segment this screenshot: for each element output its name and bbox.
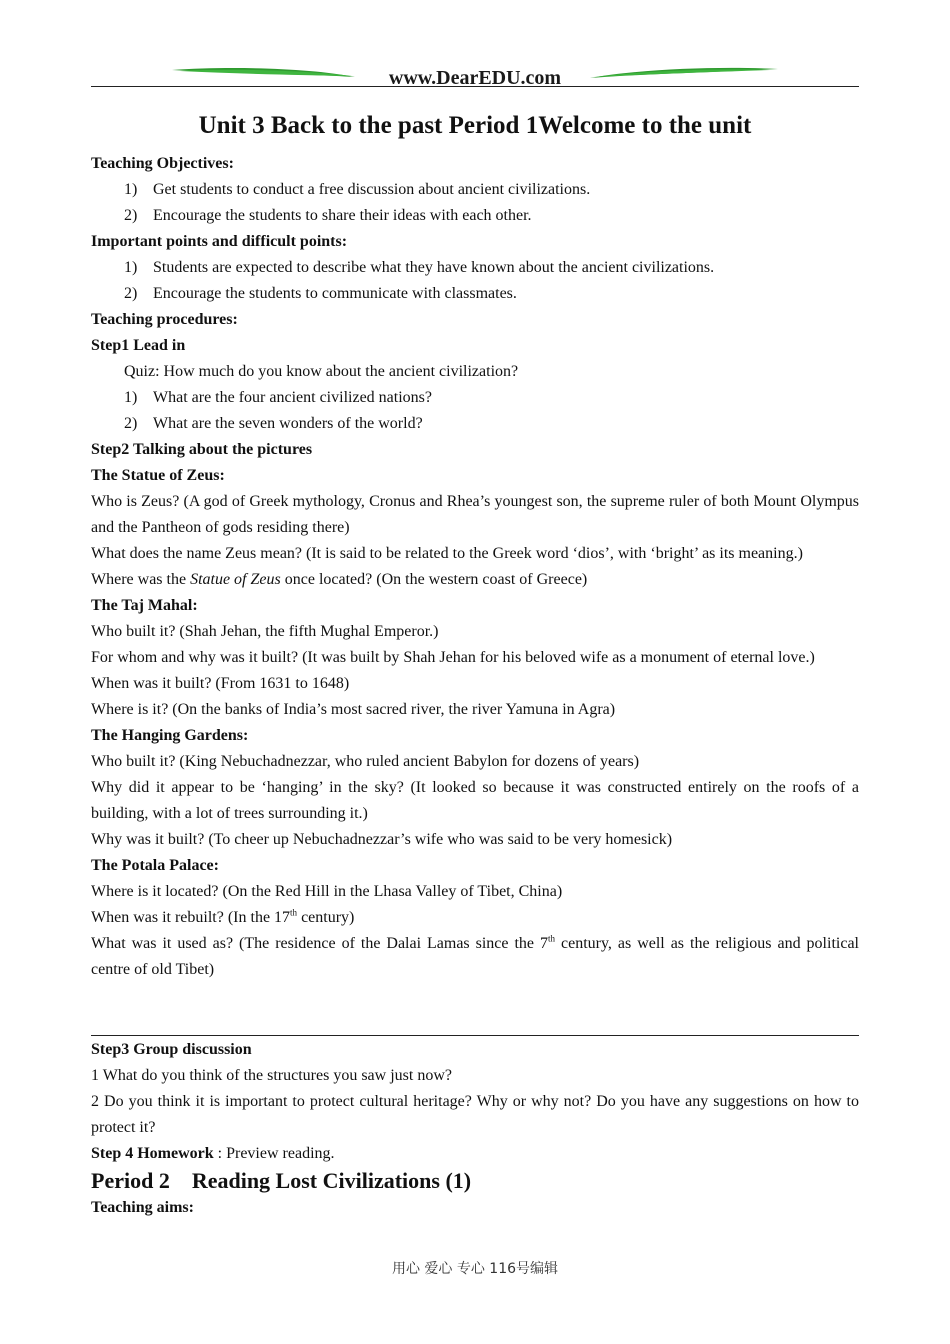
step3-heading: Step3 Group discussion <box>91 1041 252 1058</box>
gardens-q3: Why was it built? (To cheer up Nebuchadnezzar’s wife who was said to be very homesick) <box>91 831 673 848</box>
list-item <box>91 255 859 281</box>
list-number: 1) <box>124 259 138 276</box>
potala-q2-sup: th <box>290 907 298 918</box>
procedures-heading: Teaching procedures: <box>91 311 238 328</box>
quiz-line: Quiz: How much do you know about the ancient civilization? <box>124 363 519 380</box>
objectives-heading: Teaching Objectives: <box>91 155 234 172</box>
step3-q1: 1 What do you think of the structures you saw just now? <box>91 1067 452 1084</box>
teaching-aims-heading: Teaching aims: <box>91 1199 194 1216</box>
taj-q3: When was it built? (From 1631 to 1648) <box>91 675 350 692</box>
document-body <box>91 151 859 983</box>
zeus-q2: What does the name Zeus mean? (It is said to be related to the Greek word ‘dios’, with ‘bright’ as its meaning.) <box>91 545 803 562</box>
gardens-heading: The Hanging Gardens: <box>91 727 249 744</box>
step2-heading: Step2 Talking about the pictures <box>91 441 313 458</box>
list-item <box>91 177 859 203</box>
potala-q3 <box>91 931 859 983</box>
period2-heading: Period 2 Reading Lost Civilizations (1) <box>91 1168 472 1193</box>
list-number: 2) <box>124 207 138 224</box>
list-item <box>91 203 859 229</box>
zeus-q3-post: once located? (On the western coast of Greece) <box>280 571 588 588</box>
taj-q4: Where is it? (On the banks of India’s most sacred river, the river Yamuna in Agra) <box>91 701 616 718</box>
list-text: Get students to conduct a free discussion about ancient civilizations. <box>153 181 591 198</box>
step4-line <box>91 1141 859 1167</box>
potala-q3-sup: th <box>548 933 556 944</box>
points-heading: Important points and difficult points: <box>91 233 348 250</box>
taj-heading: The Taj Mahal: <box>91 597 198 614</box>
gardens-q1: Who built it? (King Nebuchadnezzar, who ruled ancient Babylon for dozens of years) <box>91 753 640 770</box>
potala-q2 <box>91 905 859 931</box>
potala-q3-post: century, as well as the religious and political centre of old Tibet) <box>91 935 859 978</box>
zeus-q1: Who is Zeus? (A god of Greek mythology, Cronus and Rhea’s youngest son, the supreme ruler of both Mount Olympus and the Pantheon of gods residing there) <box>91 493 859 536</box>
step4-label: Step 4 Homework <box>91 1145 214 1162</box>
taj-q2: For whom and why was it built? (It was built by Shah Jehan for his beloved wife as a monument of eternal love.) <box>91 649 815 666</box>
list-number: 2) <box>124 415 138 432</box>
list-text: Students are expected to describe what they have known about the ancient civilizations. <box>153 259 715 276</box>
zeus-q3-emphasis: Statue of Zeus <box>190 571 281 588</box>
list-number: 2) <box>124 285 138 302</box>
zeus-heading: The Statue of Zeus: <box>91 467 225 484</box>
list-item <box>91 281 859 307</box>
potala-q2-pre: When was it rebuilt? (In the 17 <box>91 909 291 926</box>
logo-text: www.DearEDU.com <box>388 67 562 89</box>
page-title: Unit 3 Back to the past Period 1Welcome to the unit <box>198 112 752 139</box>
list-number: 1) <box>124 181 138 198</box>
section-divider <box>91 1035 859 1036</box>
list-text: Encourage the students to share their ideas with each other. <box>153 207 532 224</box>
step3-q2: 2 Do you think it is important to protect cultural heritage? Why or why not? Do you have any suggestions on how to protect it? <box>91 1093 859 1136</box>
dearedu-logo <box>170 62 780 92</box>
document-body-continued <box>91 1037 859 1221</box>
list-item <box>91 411 859 437</box>
gardens-q2: Why did it appear to be ‘hanging’ in the sky? (It looked so because it was constructed entirely on the roofs of a building, with a lot of trees surrounding it.) <box>91 779 859 822</box>
list-number: 1) <box>124 389 138 406</box>
potala-q3-pre: What was it used as? (The residence of the Dalai Lamas since the 7 <box>91 935 548 952</box>
potala-q2-post: century) <box>297 909 355 926</box>
step1-heading: Step1 Lead in <box>91 337 186 354</box>
list-text: What are the seven wonders of the world? <box>153 415 423 432</box>
potala-heading: The Potala Palace: <box>91 857 219 874</box>
header-rule <box>91 86 859 87</box>
step4-text: : Preview reading. <box>213 1145 335 1162</box>
zeus-q3-pre: Where was the <box>91 571 191 588</box>
potala-q1: Where is it located? (On the Red Hill in the Lhasa Valley of Tibet, China) <box>91 883 563 900</box>
list-text: Encourage the students to communicate with classmates. <box>153 285 517 302</box>
list-text: What are the four ancient civilized nations? <box>153 389 432 406</box>
list-item <box>91 385 859 411</box>
zeus-q3 <box>91 567 859 593</box>
page-footer: 用心 爱心 专心 116号编辑 <box>391 1261 559 1277</box>
taj-q1: Who built it? (Shah Jehan, the fifth Mughal Emperor.) <box>91 623 439 640</box>
